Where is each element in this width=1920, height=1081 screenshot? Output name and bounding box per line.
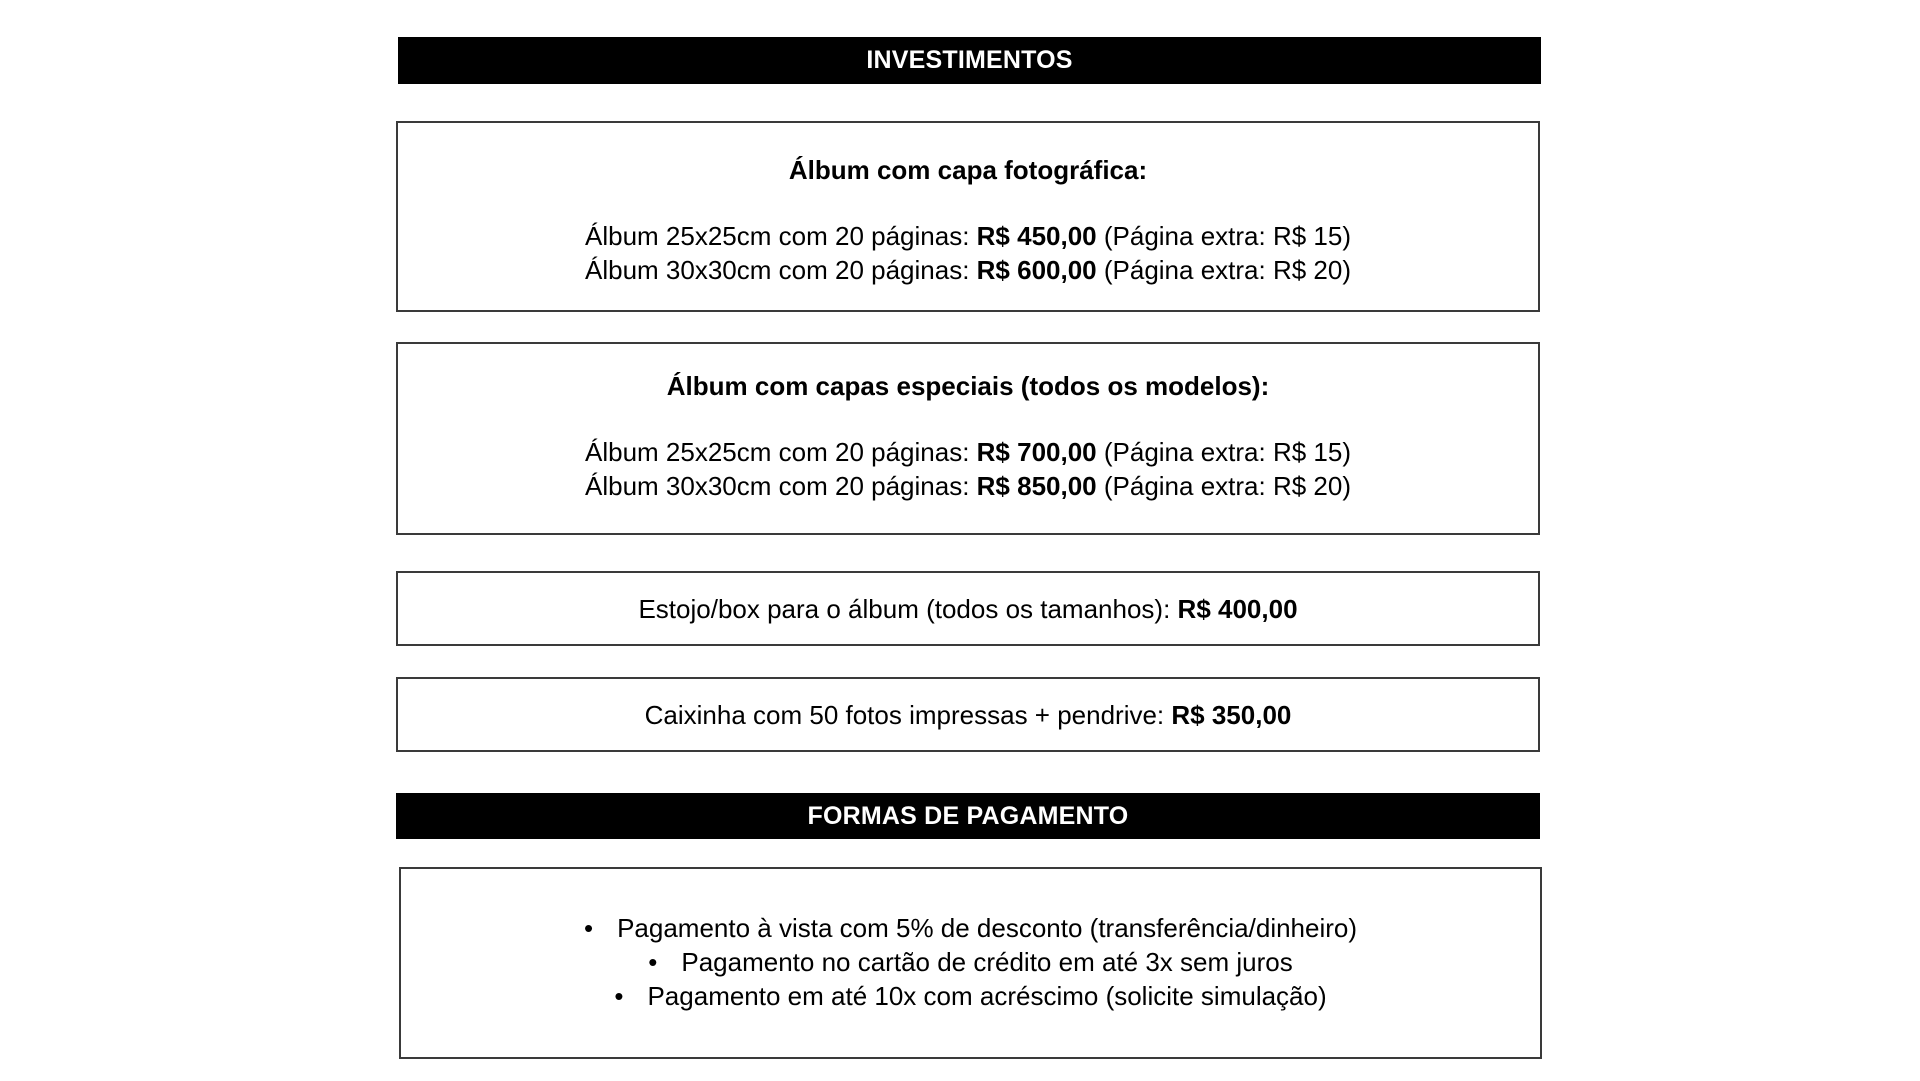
payment-methods-header-text: FORMAS DE PAGAMENTO [807, 801, 1129, 830]
item-desc: Caixinha com 50 fotos impressas + pendrive: [644, 699, 1172, 730]
item-extra: (Página extra: R$ 15) [1096, 221, 1351, 251]
item-price: R$ 850,00 [976, 471, 1097, 501]
item-desc: Álbum 30x30cm com 20 páginas: [585, 255, 977, 285]
item-desc: Álbum 25x25cm com 20 páginas: [585, 437, 977, 467]
item-desc: Álbum 25x25cm com 20 páginas: [585, 221, 977, 251]
special-cover-item-25 [398, 435, 1538, 469]
item-extra: (Página extra: R$ 15) [1096, 437, 1351, 467]
item-price: R$ 600,00 [976, 255, 1097, 285]
bullet-icon: • [614, 981, 624, 1011]
album-case-box [396, 571, 1540, 646]
item-price: R$ 450,00 [976, 221, 1097, 251]
item-desc: Álbum 30x30cm com 20 páginas: [585, 471, 977, 501]
printed-photos-box [396, 677, 1540, 752]
album-case-line [638, 592, 1297, 626]
payment-item [401, 979, 1540, 1013]
special-cover-album-box [396, 342, 1540, 535]
printed-photos-line [645, 698, 1292, 732]
item-extra: (Página extra: R$ 20) [1096, 471, 1351, 501]
photo-cover-item-25 [398, 219, 1538, 253]
item-price: R$ 700,00 [976, 437, 1097, 467]
payment-item-text: Pagamento à vista com 5% de desconto (transferência/dinheiro) [617, 913, 1358, 943]
special-cover-item-30 [398, 469, 1538, 503]
payment-item [401, 945, 1540, 979]
investments-header-text: INVESTIMENTOS [866, 46, 1073, 74]
payment-item [401, 911, 1540, 945]
payment-item-text: Pagamento no cartão de crédito em até 3x sem juros [681, 947, 1293, 977]
photo-cover-item-30 [398, 253, 1538, 287]
item-price: R$ 400,00 [1177, 593, 1298, 624]
item-price: R$ 350,00 [1171, 699, 1292, 730]
bullet-icon: • [648, 947, 658, 977]
item-extra: (Página extra: R$ 20) [1096, 255, 1351, 285]
photo-cover-album-box [396, 121, 1540, 312]
photo-cover-title: Álbum com capa fotográfica: [788, 155, 1148, 185]
special-cover-title: Álbum com capas especiais (todos os modelos): [666, 371, 1270, 401]
payment-item-text: Pagamento em até 10x com acréscimo (solicite simulação) [647, 981, 1327, 1011]
bullet-icon: • [583, 913, 594, 943]
payment-methods-header [396, 793, 1540, 839]
investments-header [398, 37, 1541, 84]
payment-methods-box [399, 867, 1542, 1059]
item-desc: Estojo/box para o álbum (todos os tamanhos): [638, 593, 1178, 624]
